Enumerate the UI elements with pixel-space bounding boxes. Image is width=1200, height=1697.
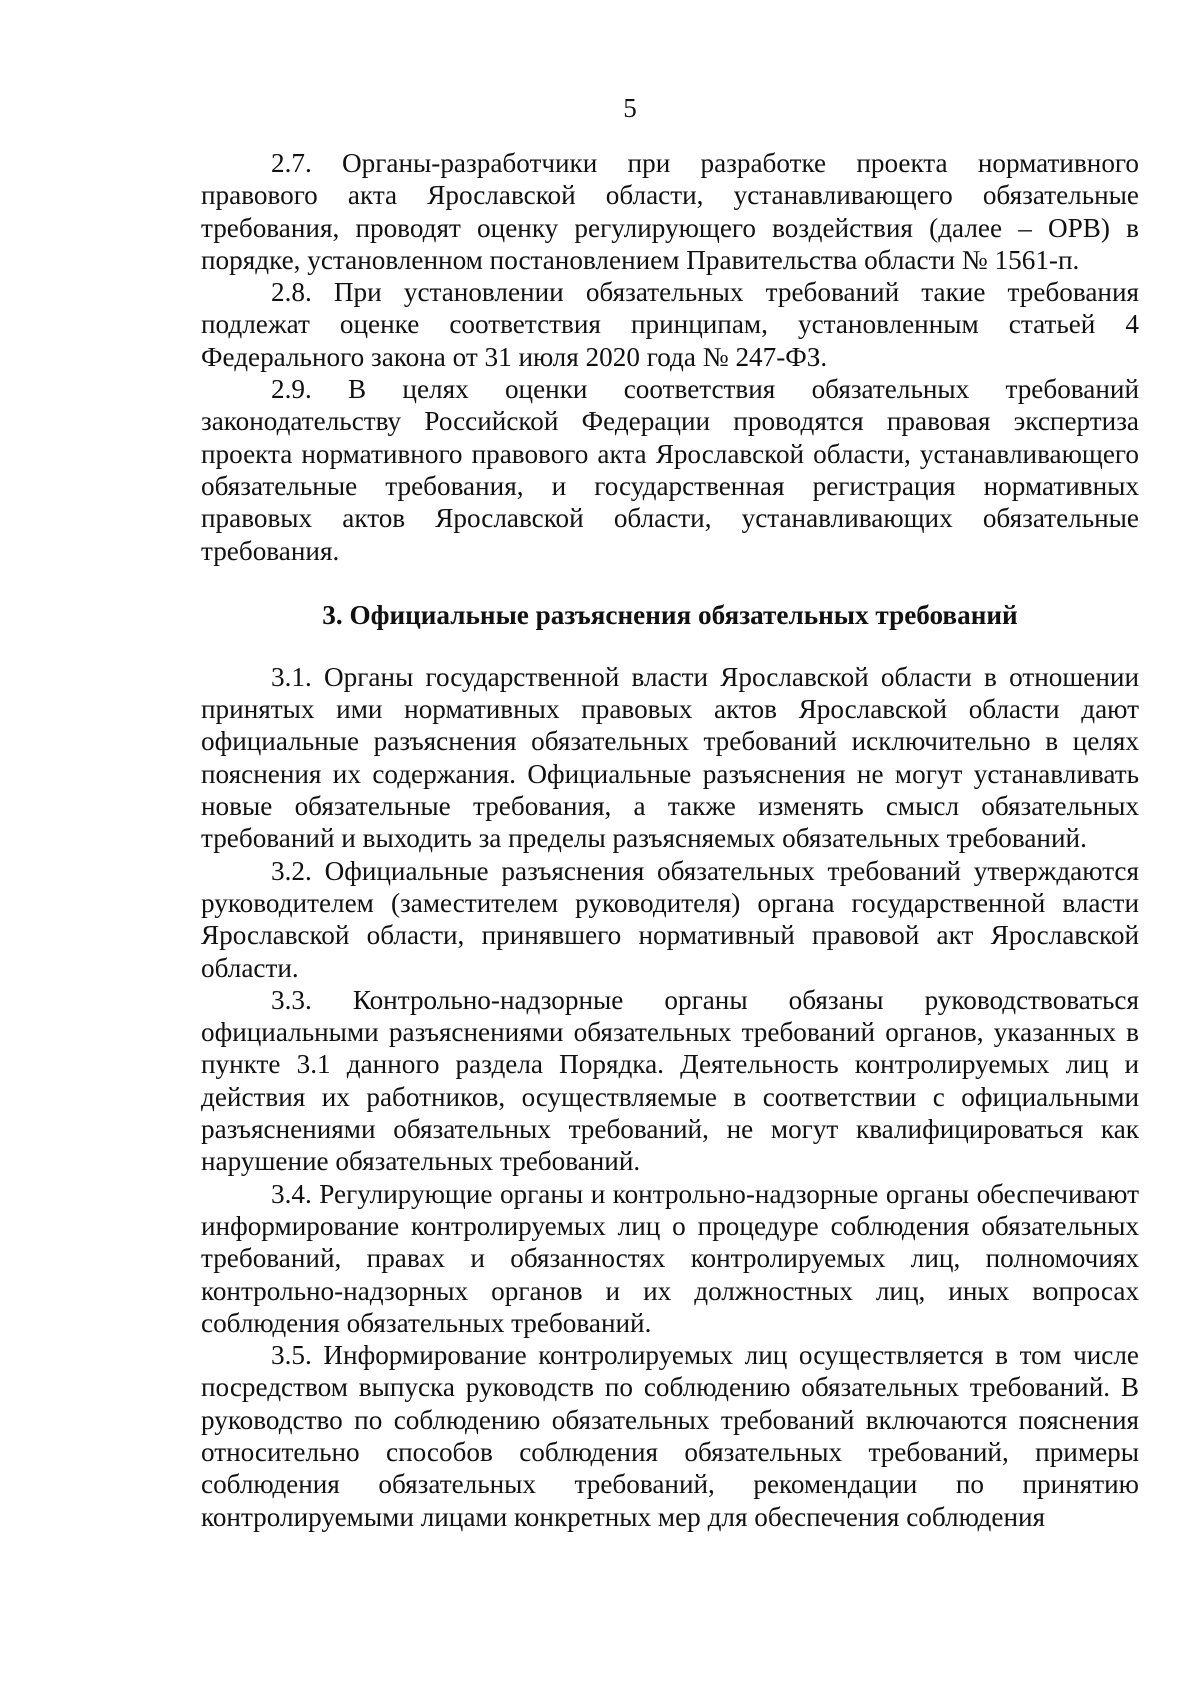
section-heading: 3. Официальные разъяснения обязательных требований — [322, 599, 1018, 630]
paragraph-2-7: 2.7. Органы-разработчики при разработке проекта нормативного правового акта Ярославской области, устанавливающего обязательные требования, проводят оценку регулирующего воздействия (далее – ОРВ) в порядке, установленном постановлением Правительства области № 1561-п. — [201, 148, 1139, 275]
paragraph-2-8: 2.8. При установлении обязательных требований такие требования подлежат оценке соответствия принципам, установленным статьей 4 Федерального закона от 31 июля 2020 года № 247-ФЗ. — [201, 277, 1139, 372]
paragraph-3-5: 3.5. Информирование контролируемых лиц осуществляется в том числе посредством выпуска руководств по соблюдению обязательных требований. В руководство по соблюдению обязательных требований включаются пояснения относительно способов соблюдения обязательных требований, примеры соблюдения обязательных требований, рекомендации по принятию контролируемыми лицами конкретных мер для обеспечения соблюдения — [201, 1340, 1139, 1532]
paragraph-3-1: 3.1. Органы государственной власти Ярославской области в отношении принятых ими нормативных правовых актов Ярославской области дают официальные разъяснения обязательных требований исключительно в целях пояснения их содержания. Официальные разъяснения не могут устанавливать новые обязательные требования, а также изменять смысл обязательных требований и выходить за пределы разъясняемых обязательных требований. — [201, 661, 1139, 854]
paragraph-2-9: 2.9. В целях оценки соответствия обязательных требований законодательству Российской Федерации проводятся правовая экспертиза проекта нормативного правового акта Ярославской области, устанавливающего обязательные требования, и государственная регистрация нормативных правовых актов Ярославской области, устанавливающих обязательные требования. — [201, 374, 1139, 566]
document-body — [201, 147, 1139, 1533]
page-number: 5 — [623, 93, 637, 123]
paragraph-3-2: 3.2. Официальные разъяснения обязательных требований утверждаются руководителем (заместителем руководителя) органа государственной власти Ярославской области, принявшего нормативный правовой акт Ярославской области. — [201, 855, 1139, 983]
paragraph-3-4: 3.4. Регулирующие органы и контрольно-надзорные органы обеспечивают информирование контролируемых лиц о процедуре соблюдения обязательных требований, правах и обязанностях контролируемых лиц, полномочиях контрольно-надзорных органов и их должностных лиц, иных вопросах соблюдения обязательных требований. — [201, 1178, 1139, 1338]
paragraph-3-3: 3.3. Контрольно-надзорные органы обязаны руководствоваться официальными разъяснениями обязательных требований органов, указанных в пункте 3.1 данного раздела Порядка. Деятельность контролируемых лиц и действия их работников, осуществляемые в соответствии с официальными разъяснениями обязательных требований, не могут квалифицироваться как нарушение обязательных требований. — [201, 984, 1139, 1177]
